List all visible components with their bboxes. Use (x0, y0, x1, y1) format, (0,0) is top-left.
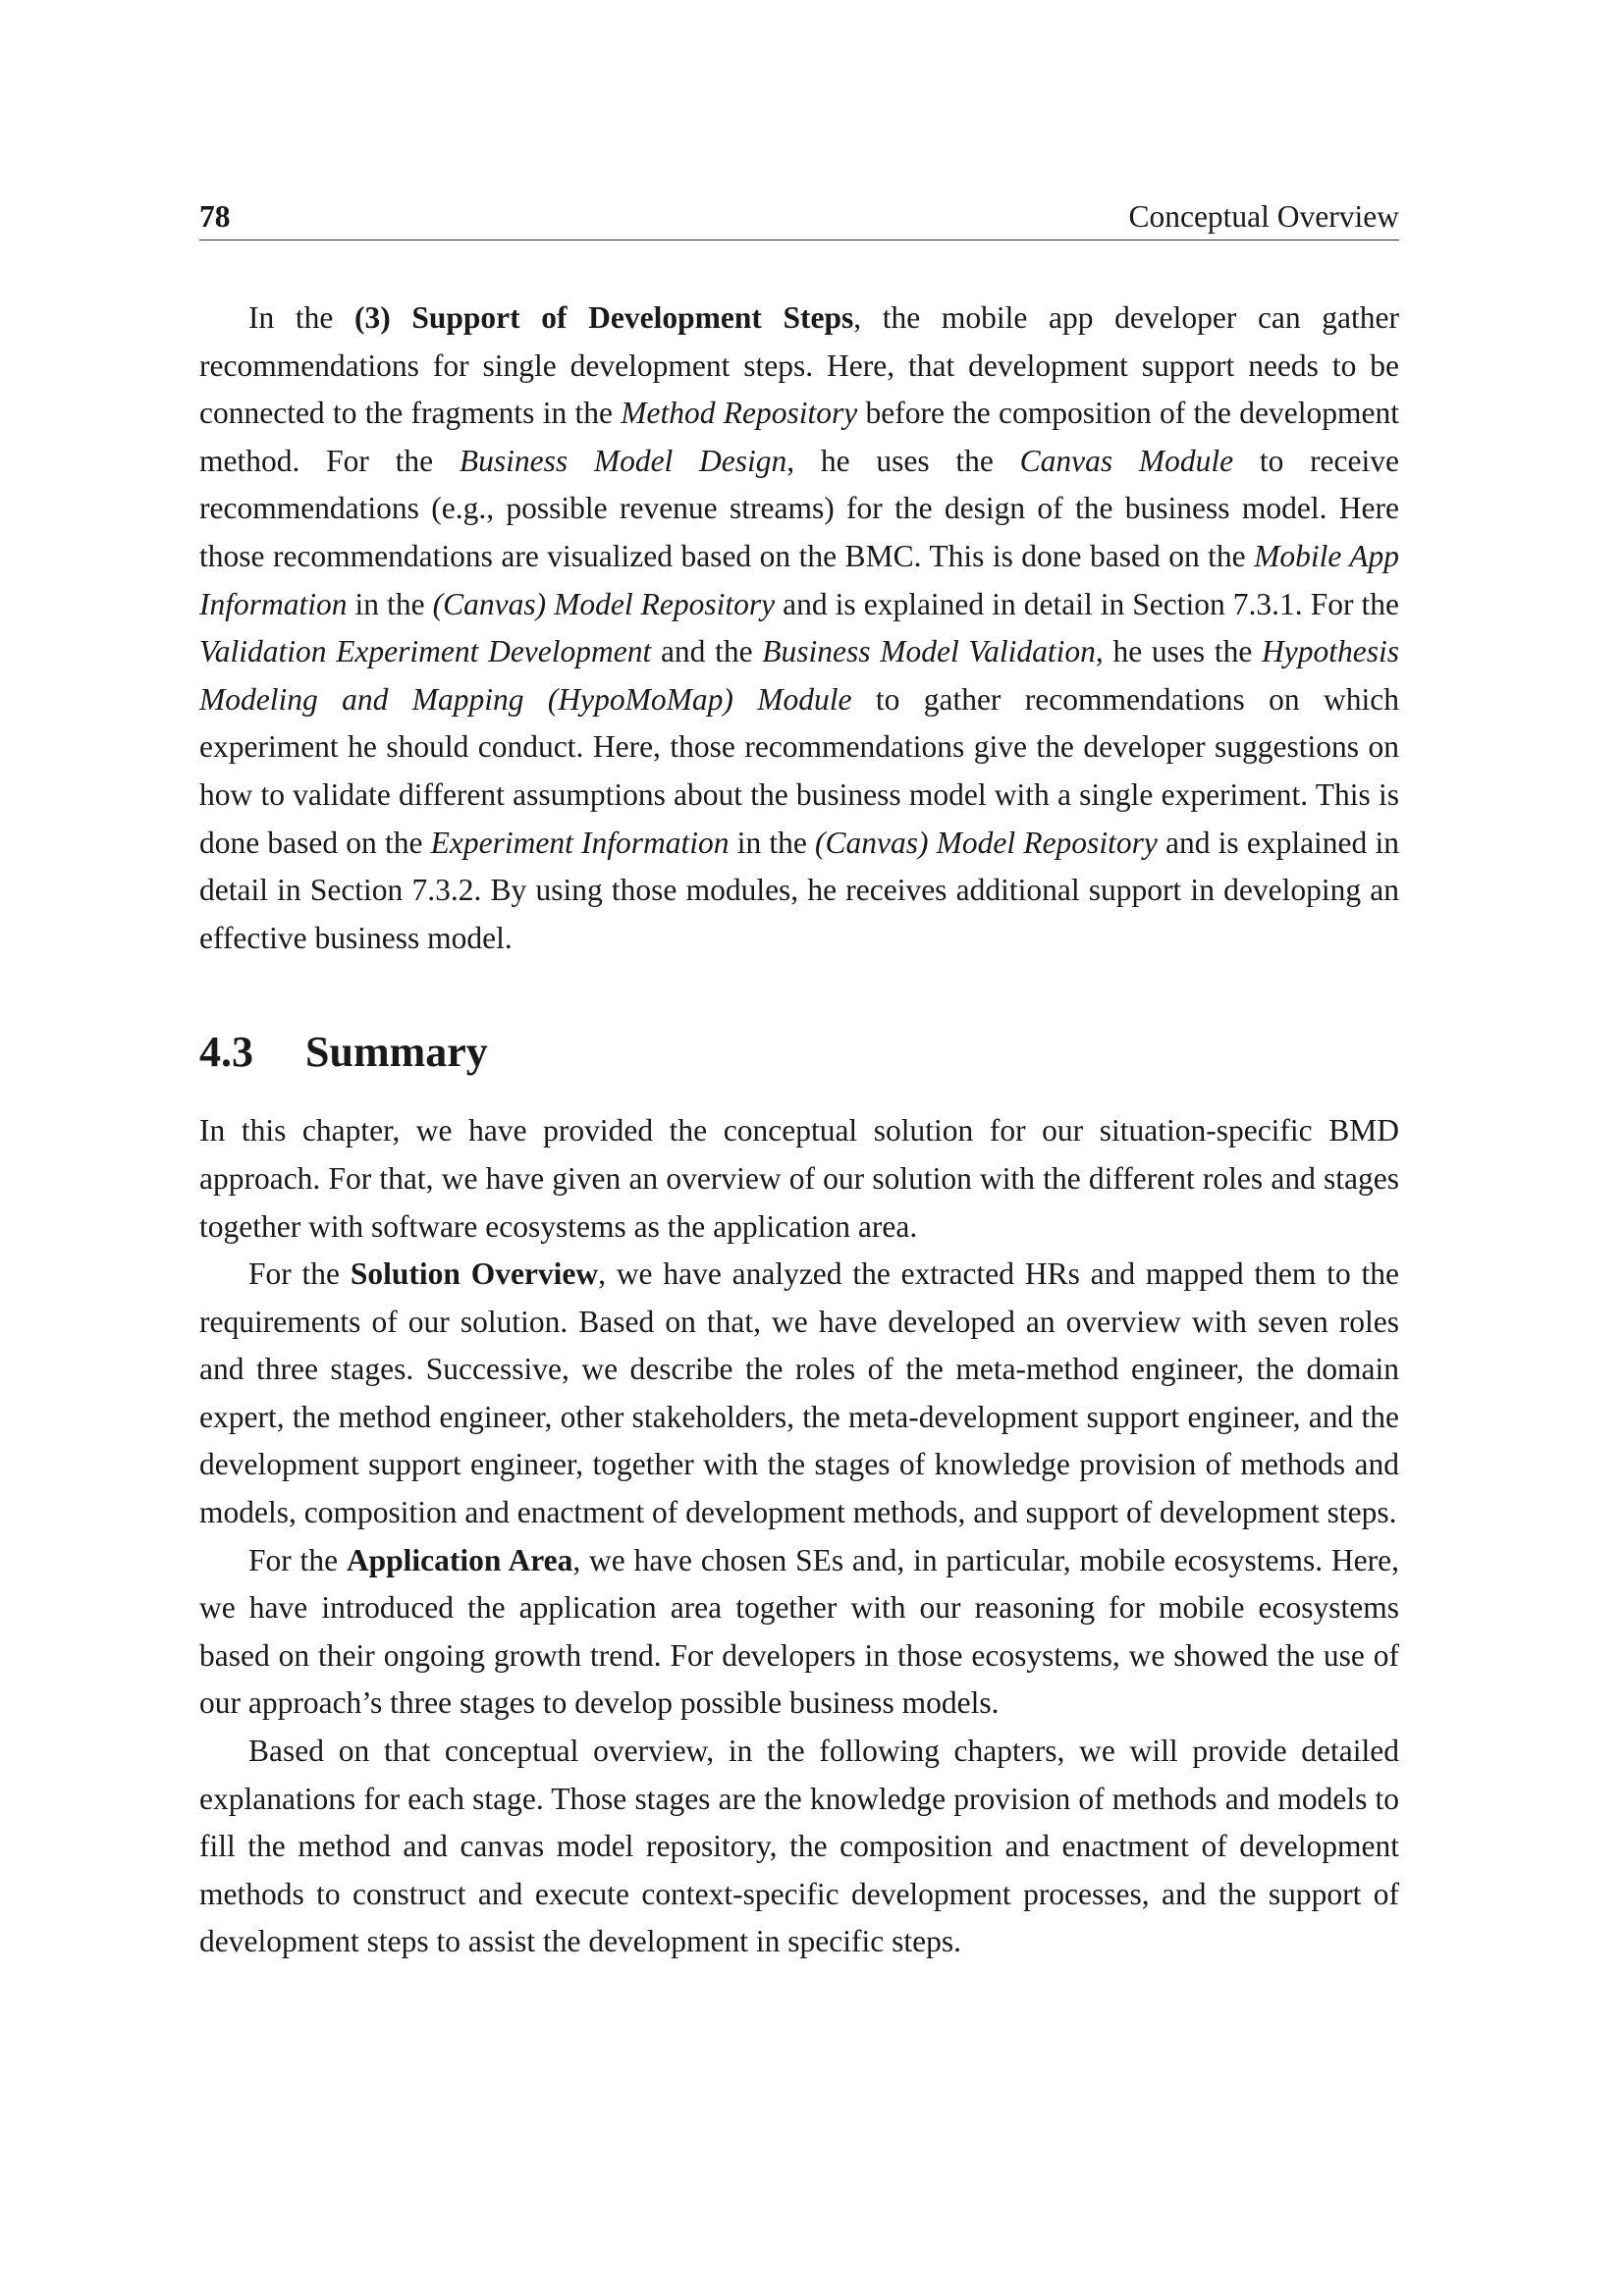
text-run: in the (347, 586, 433, 621)
text-run: , he uses the (786, 443, 1020, 478)
text-run: before the composition of the development method. For the (199, 396, 1400, 478)
italic-term: Mobile App Information (199, 538, 1399, 621)
text-run: to receive recommendations (e.g., possible revenue streams) for the design of the business model. Here those recommendations are visualized based on the BMC. This is done based on the (199, 443, 1399, 573)
italic-term: Business Model Design (459, 443, 787, 478)
page-number: 78 (199, 199, 231, 234)
running-title: Conceptual Overview (1128, 199, 1399, 234)
paragraph-solution-overview (199, 1251, 1399, 1537)
text-run: in the (729, 825, 816, 860)
italic-term: (Canvas) Model Repository (432, 586, 776, 621)
body-text (199, 294, 1399, 1966)
italic-term: Hypothesis Modeling and Mapping (HypoMoMap) Module (199, 634, 1399, 717)
bold-term: (3) Support of Development Steps (354, 300, 854, 335)
text-run: and is explained in detail in Section 7.3.2. By using those modules, he receives additional support in developing an effective business model. (199, 825, 1399, 955)
paragraph-summary-intro: In this chapter, we have provided the conceptual solution for our situation-specific BMD approach. For that, we have given an overview of our solution with the different roles and stages together with software ecosystems as the application area. (199, 1113, 1399, 1244)
text-run: For the (248, 1542, 347, 1577)
paragraph-application-area (199, 1537, 1399, 1728)
running-header (199, 194, 1399, 240)
text-run: , the mobile app developer can gather recommendations for single development steps. Here, that development support needs to be connected to the fragments in the (199, 300, 1399, 431)
text-run: For the (248, 1256, 351, 1292)
paragraph-support-of-development-steps (199, 294, 1399, 962)
paragraph-following-chapters: Based on that conceptual overview, in the following chapters, we will provide detailed explanations for each stage. Those stages are the knowledge provision of methods and models to fill the method and canvas model repository, the composition and enactment of development methods to construct and execute context-specific development processes, and the support of development steps to assist the development in specific steps. (199, 1734, 1399, 1959)
section-number: 4.3 (199, 1028, 253, 1077)
section-title: Summary (305, 1028, 488, 1077)
text-run: , we have chosen SEs and, in particular, mobile ecosystems. Here, we have introduced the application area together with our reasoning for mobile ecosystems based on their ongoing growth trend. For developers in those ecosystems, we showed the use of our approach’s three stages to develop possible business models. (199, 1542, 1400, 1721)
bold-term: Application Area (346, 1542, 573, 1577)
italic-term: Validation Experiment Development (199, 634, 652, 669)
italic-term: Canvas Module (1019, 443, 1234, 478)
bold-term: Solution Overview (350, 1256, 599, 1292)
italic-term: Business Model Validation (762, 634, 1096, 669)
italic-term: Experiment Information (430, 825, 730, 860)
italic-term: Method Repository (621, 396, 858, 431)
text-run: and the (651, 634, 763, 669)
page (199, 0, 1399, 2296)
text-run: , he uses the (1095, 634, 1262, 669)
italic-term: (Canvas) Model Repository (815, 825, 1158, 860)
text-run: and is explained in detail in Section 7.3.1. For the (775, 586, 1399, 621)
text-run: , we have analyzed the extracted HRs and mapped them to the requirements of our solution. Based on that, we have developed an overview with seven roles and three stages. Successive, we describe the roles of the meta-method engineer, the domain expert, the method engineer, other stakeholders, the meta-development support engineer, and the development support engineer, together with the stages of knowledge provision of methods and models, composition and enactment of development methods, and support of development steps. (199, 1256, 1399, 1530)
text-run: In the (248, 300, 354, 335)
text-run: to gather recommendations on which experiment he should conduct. Here, those recommendations give the developer suggestions on how to validate different assumptions about the business model with a single experiment. This is done based on the (199, 681, 1399, 860)
section-heading (199, 1023, 1399, 1082)
